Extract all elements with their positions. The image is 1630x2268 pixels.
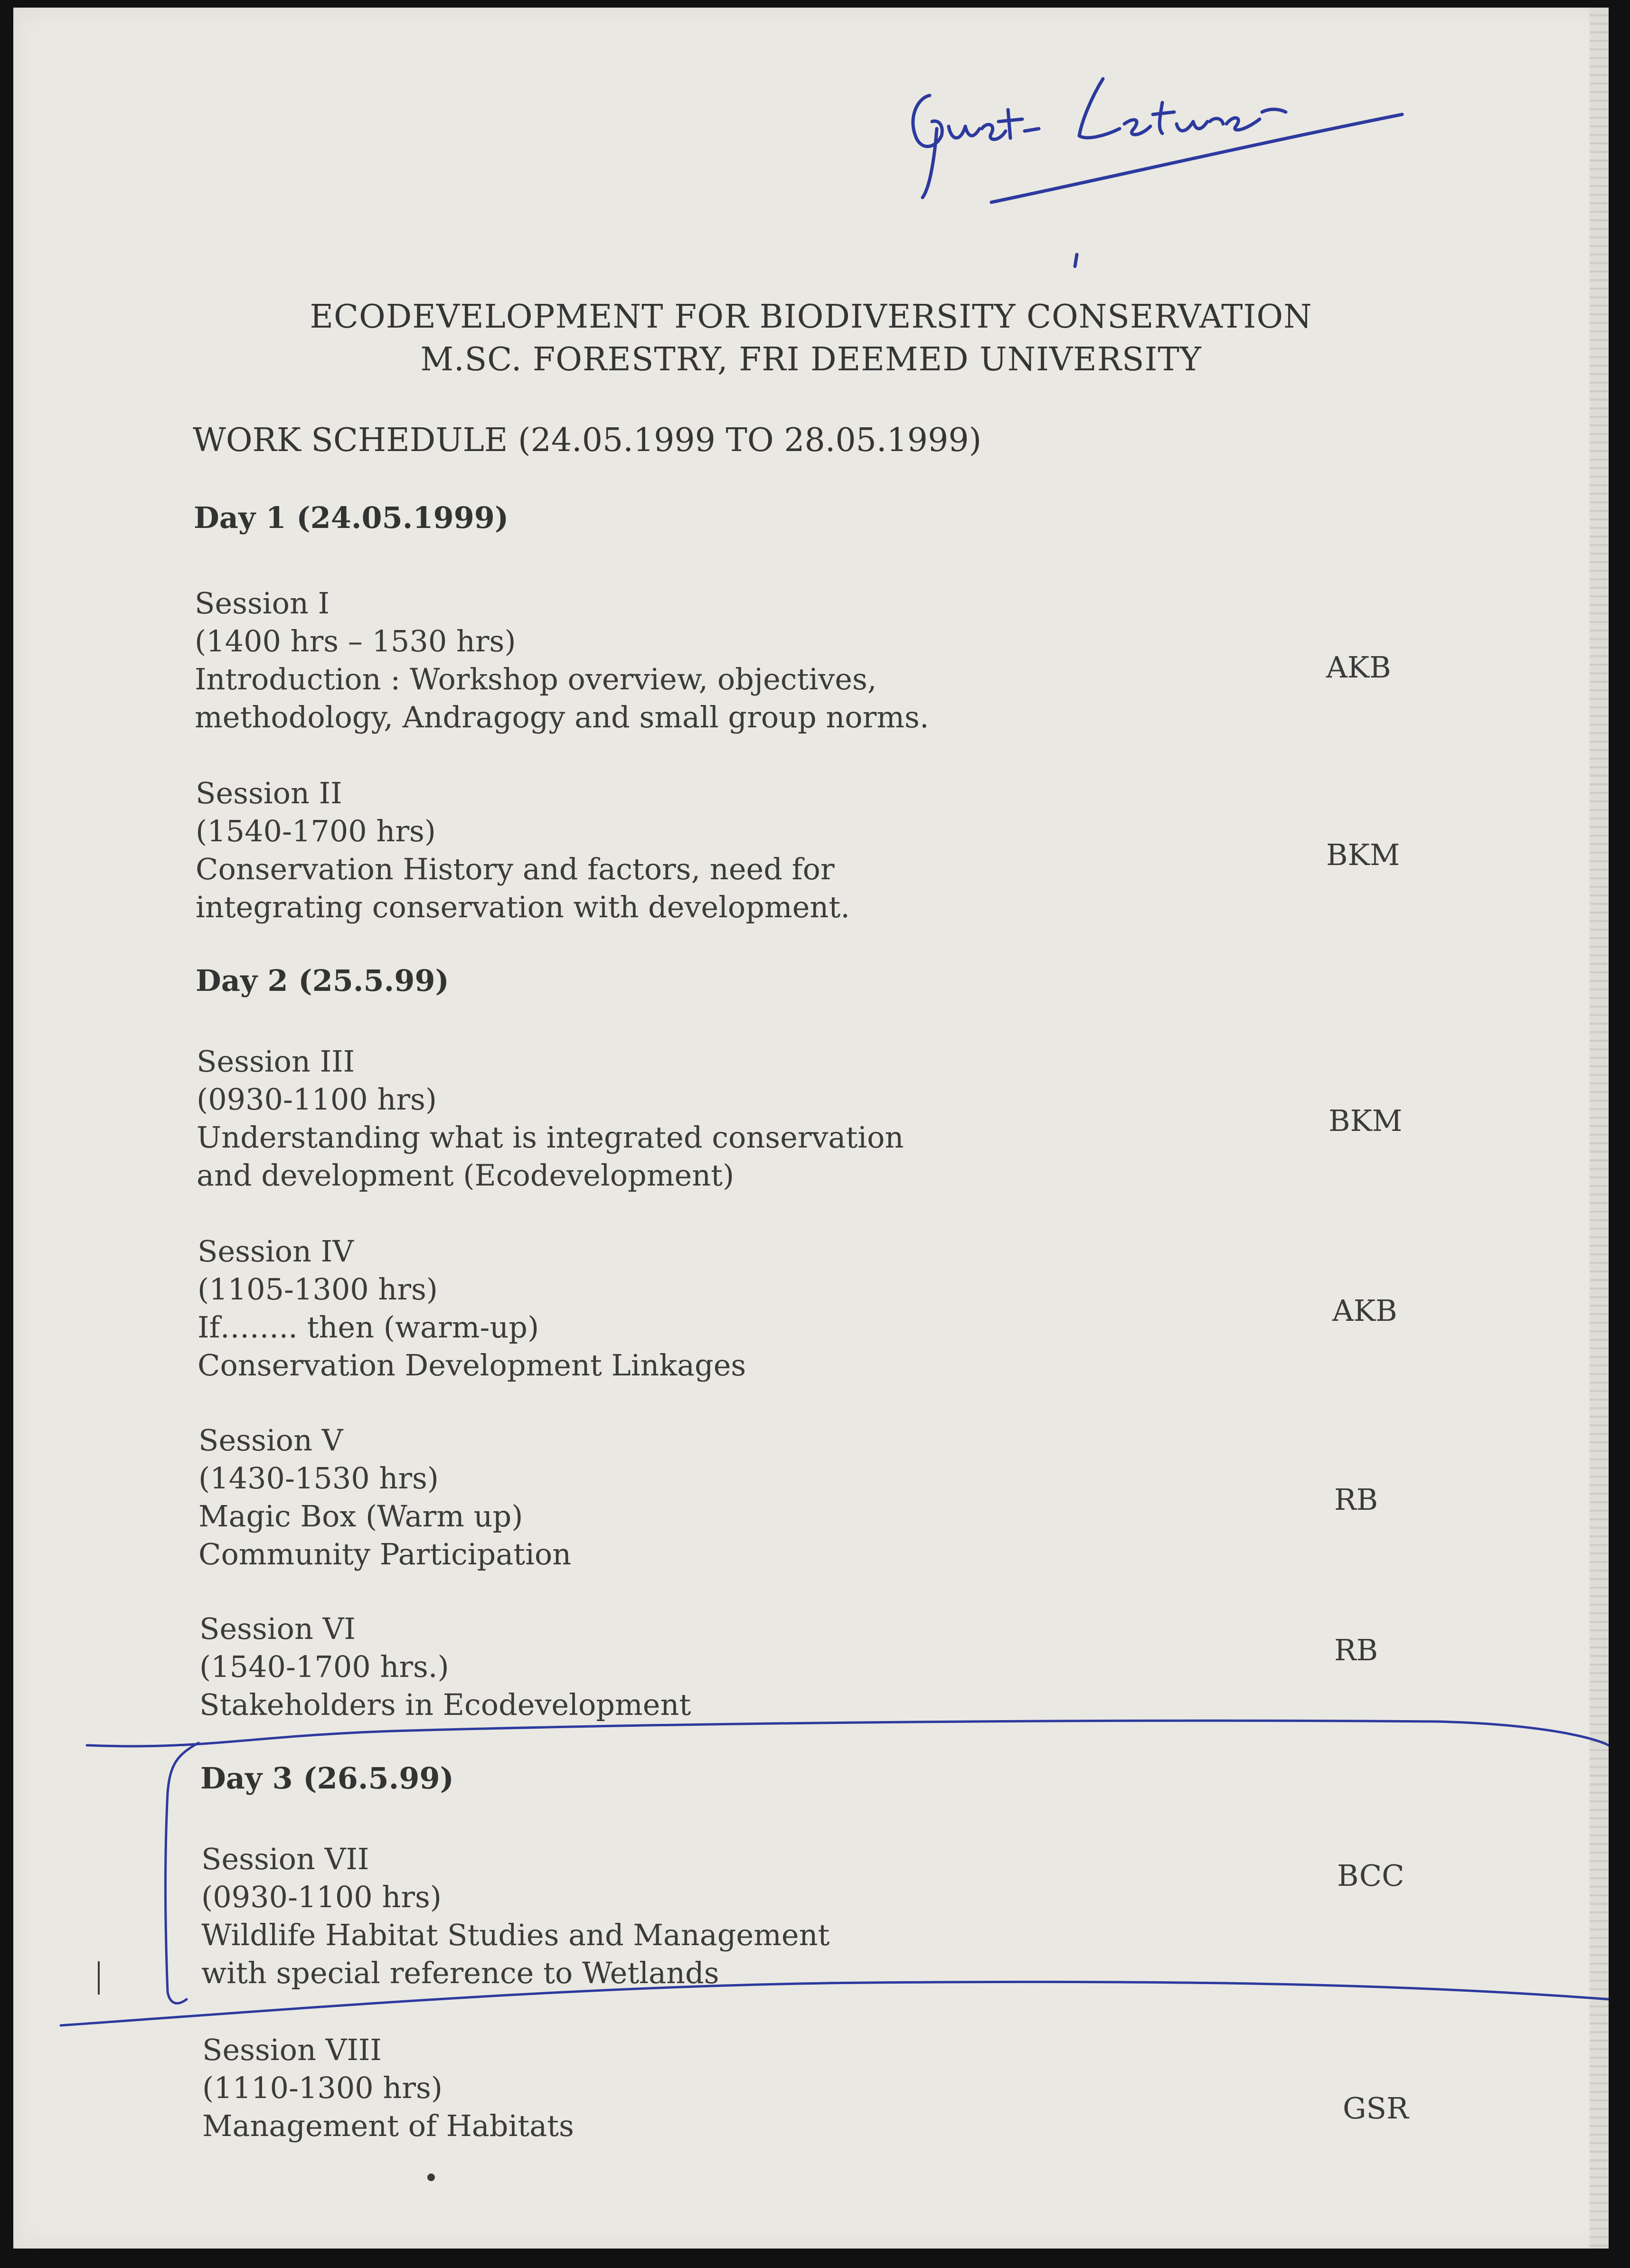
session-7-title: Session VII <box>201 1842 369 1876</box>
session-4-title: Session IV <box>198 1234 354 1269</box>
session-1-line-2: methodology, Andragogy and small group norms. <box>195 700 929 734</box>
session-8-line-1: Management of Habitats <box>202 2108 574 2143</box>
session-4-line-1: If…….. then (warm-up) <box>198 1310 539 1345</box>
session-8-title: Session VIII <box>202 2033 382 2067</box>
session-7-line-2: with special reference to Wetlands <box>201 1956 719 1990</box>
session-4-code: AKB <box>1332 1293 1397 1328</box>
session-8-code: GSR <box>1343 2091 1409 2126</box>
session-1-line-1: Introduction : Workshop overview, objectives, <box>195 662 877 696</box>
session-6-title: Session VI <box>199 1611 356 1646</box>
session-7-line-1: Wildlife Habitat Studies and Management <box>201 1918 830 1952</box>
session-2-line-1: Conservation History and factors, need for <box>196 852 835 886</box>
session-5-line-2: Community Participation <box>198 1537 572 1572</box>
session-3-title: Session III <box>197 1044 355 1079</box>
handwritten-note <box>913 79 1402 266</box>
session-5-time: (1430-1530 hrs) <box>198 1461 439 1496</box>
session-7-code: BCC <box>1337 1858 1404 1893</box>
session-4-time: (1105-1300 hrs) <box>198 1272 438 1307</box>
day-3-label: Day 3 (26.5.99) <box>200 1761 454 1796</box>
session-1-title: Session I <box>195 586 330 621</box>
day-2-label: Day 2 (25.5.99) <box>196 963 449 998</box>
session-3-code: BKM <box>1328 1103 1403 1138</box>
title-line-1: ECODEVELOPMENT FOR BIODIVERSITY CONSERVATION <box>310 298 1312 336</box>
session-6-line-1: Stakeholders in Ecodevelopment <box>199 1687 691 1722</box>
session-5-title: Session V <box>198 1423 343 1458</box>
session-3-time: (0930-1100 hrs) <box>197 1082 437 1117</box>
session-5-code: RB <box>1334 1482 1378 1517</box>
title-line-2: M.SC. FORESTRY, FRI DEEMED UNIVERSITY <box>420 341 1202 378</box>
session-2-code: BKM <box>1326 838 1400 872</box>
session-5-line-1: Magic Box (Warm up) <box>198 1499 523 1534</box>
session-2-line-2: integrating conservation with development. <box>196 890 850 924</box>
document-page <box>13 8 1609 2249</box>
session-3-line-2: and development (Ecodevelopment) <box>197 1158 735 1193</box>
session-1-code: AKB <box>1326 650 1391 685</box>
session-2-time: (1540-1700 hrs) <box>196 814 436 848</box>
session-8-time: (1110-1300 hrs) <box>202 2070 443 2105</box>
session-6-time: (1540-1700 hrs.) <box>199 1649 449 1684</box>
session-7-time: (0930-1100 hrs) <box>201 1880 442 1914</box>
day-1-label: Day 1 (24.05.1999) <box>194 500 509 535</box>
session-2-title: Session II <box>196 776 342 810</box>
session-3-line-1: Understanding what is integrated conservation <box>197 1120 904 1155</box>
session-4-line-2: Conservation Development Linkages <box>198 1348 746 1383</box>
schedule-title: WORK SCHEDULE (24.05.1999 TO 28.05.1999) <box>193 422 982 459</box>
session-6-code: RB <box>1334 1633 1378 1667</box>
session-1-time: (1400 hrs – 1530 hrs) <box>195 624 516 659</box>
